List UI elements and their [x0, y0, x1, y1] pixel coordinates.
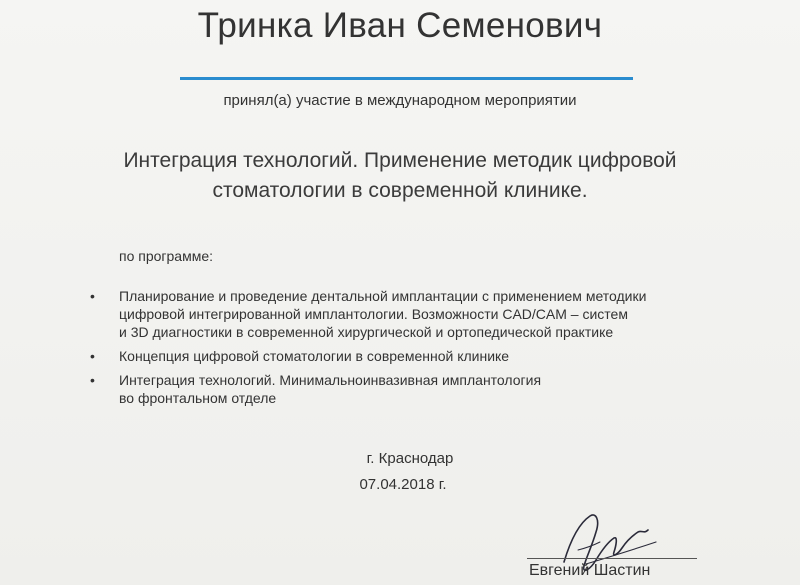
signer-name: Евгений Шастин	[529, 562, 651, 579]
program-list	[90, 287, 740, 413]
city: г. Краснодар	[366, 450, 454, 467]
recipient-name: Тринка Иван Семенович	[197, 6, 603, 45]
participation-text: принял(а) участие в международном мероприятии	[223, 92, 577, 109]
program-item-line: Планирование и проведение дентальной имплантации с применением методики	[119, 288, 647, 304]
event-title	[0, 146, 800, 206]
date: 07.04.2018 г.	[359, 476, 447, 493]
program-item-line: и 3D диагностики в современной хирургической и ортопедической практике	[119, 324, 614, 340]
program-item	[90, 371, 740, 407]
program-label: по программе:	[119, 248, 214, 264]
program-item-line: цифровой интегрированной имплантологии. Возможности CAD/CAM – систем	[119, 306, 628, 322]
signature-line	[527, 558, 697, 559]
bullet-icon: •	[90, 372, 95, 388]
title-underline	[180, 77, 633, 80]
program-item	[90, 347, 740, 365]
bullet-icon: •	[90, 288, 95, 304]
program-item	[90, 287, 740, 341]
program-item-line: во фронтальном отделе	[119, 390, 277, 406]
event-title-line-1: Интеграция технологий. Применение методик цифровой	[123, 149, 677, 172]
event-title-line-2: стоматологии в современной клинике.	[212, 179, 588, 202]
program-item-line: Интеграция технологий. Минимальноинвазивная имплантология	[119, 372, 542, 388]
program-item-line: Концепция цифровой стоматологии в современной клинике	[119, 348, 510, 364]
bullet-icon: •	[90, 348, 95, 364]
